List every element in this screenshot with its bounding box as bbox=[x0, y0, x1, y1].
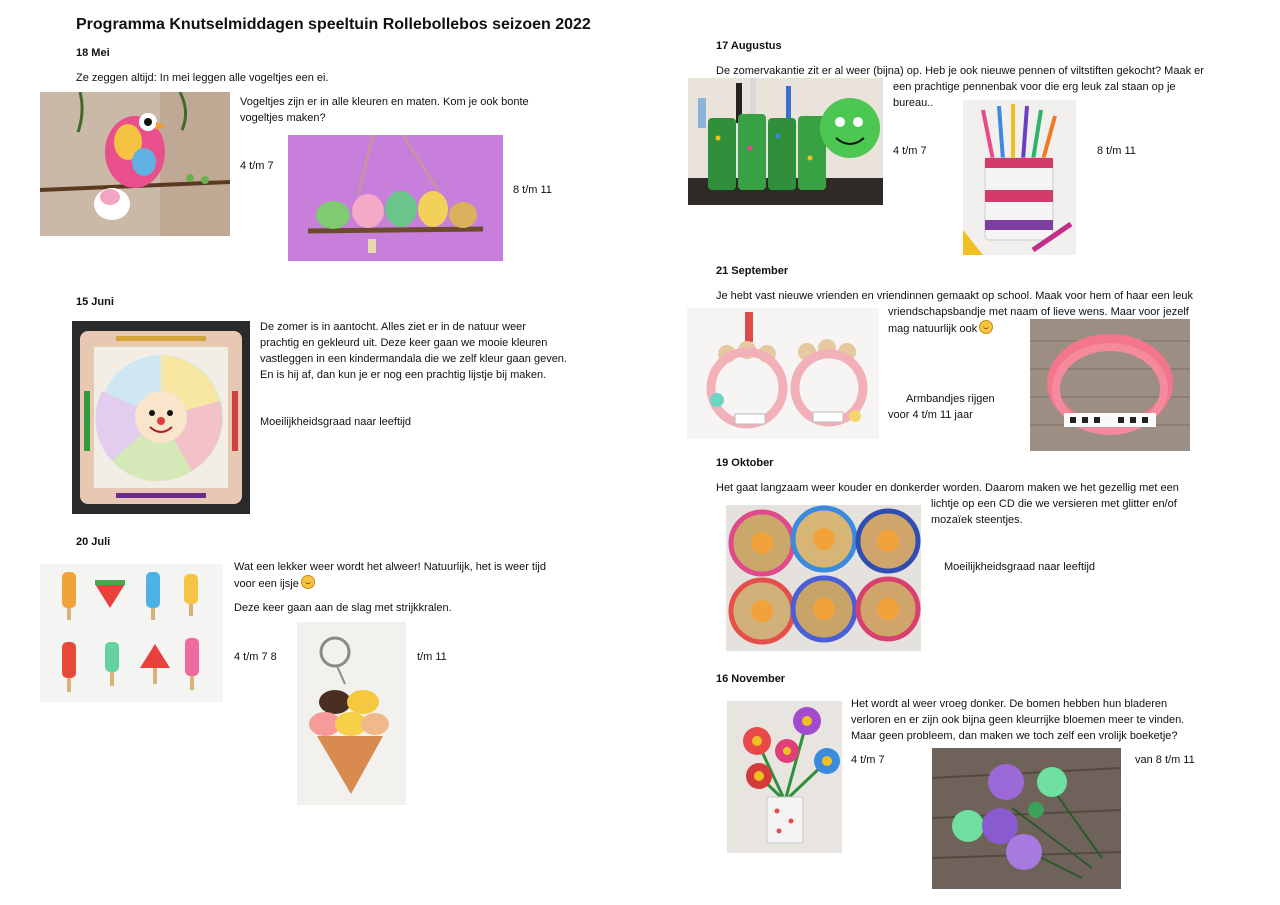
mei-text-line-1: Vogeltjes zijn er in alle kleuren en maten. Kom je ook bonte bbox=[240, 96, 529, 108]
juli-text-line-2: voor een ijsje bbox=[234, 578, 299, 590]
november-text-line-3: Maar geen probleem, dan maken we toch zelf een vrolijk boeketje? bbox=[851, 730, 1178, 742]
november-text-line-1: Het wordt al weer vroeg donker. De bomen hebben hun bladeren bbox=[851, 698, 1168, 710]
juli-text-line-2-wrap bbox=[234, 575, 315, 592]
oktober-text-line-2: lichtje op een CD die we versieren met glitter en/of bbox=[931, 498, 1177, 510]
date-september: 21 September bbox=[716, 265, 789, 277]
juni-difficulty: Moeilijkheidsgraad naar leeftijd bbox=[260, 416, 412, 428]
photo-birds-on-branch bbox=[288, 135, 503, 261]
photo-ice-cream-keychain bbox=[297, 622, 406, 805]
smiley-emoji-icon bbox=[979, 320, 993, 334]
juli-text-line-1: Wat een lekker weer wordt het alweer! Natuurlijk, het is weer tijd bbox=[234, 561, 546, 573]
oktober-text-line-1: Het gaat langzaam weer kouder en donkerder worden. Daarom maken we het gezellig met een bbox=[716, 482, 1179, 494]
augustus-text-line-3: bureau.. bbox=[893, 97, 934, 109]
mei-age-young: 4 t/m 7 bbox=[240, 160, 274, 172]
juli-text-line-3: Deze keer gaan aan de slag met strijkkralen. bbox=[234, 602, 452, 614]
oktober-difficulty: Moeilijkheidsgraad naar leeftijd bbox=[944, 561, 1096, 573]
oktober-text-line-3: mozaïek steentjes. bbox=[931, 514, 1023, 526]
september-text-line-3: mag natuurlijk ook bbox=[888, 323, 978, 335]
photo-pencil-holder-caterpillar bbox=[688, 78, 883, 205]
photo-tissue-flowers bbox=[932, 748, 1121, 889]
photo-paper-flower-vase bbox=[727, 701, 842, 853]
photo-cd-tealights bbox=[726, 505, 921, 651]
date-juli: 20 Juli bbox=[76, 536, 111, 548]
photo-name-bracelets bbox=[687, 308, 879, 439]
november-age-older: van 8 t/m 11 bbox=[1135, 754, 1195, 766]
juli-age-older: t/m 11 bbox=[417, 651, 447, 663]
november-text-line-2: verloren en er zijn ook bijna geen kleurrijke bloemen meer te vinden. bbox=[851, 714, 1185, 726]
augustus-text-line-1: De zomervakantie zit er al weer (bijna) op. Heb je ook nieuwe pennen of viltstiften gekocht? Maak er bbox=[716, 65, 1204, 77]
augustus-text-line-2: een prachtige pennenbak voor die erg leuk zal staan op je bbox=[893, 81, 1176, 93]
augustus-age-young: 4 t/m 7 bbox=[893, 145, 927, 157]
photo-best-friends-bracelet bbox=[1030, 319, 1190, 451]
date-oktober: 19 Oktober bbox=[716, 457, 774, 469]
smiley-emoji-icon bbox=[301, 575, 315, 589]
juni-text-line-4: En is hij af, dan kun je er nog een prachtig lijstje bij maken. bbox=[260, 369, 547, 381]
date-mei: 18 Mei bbox=[76, 47, 110, 59]
september-activity: Armbandjes rijgen bbox=[906, 393, 995, 405]
photo-pen-cup bbox=[963, 100, 1076, 255]
mei-text-line-2: vogeltjes maken? bbox=[240, 112, 326, 124]
mei-age-older: 8 t/m 11 bbox=[513, 184, 552, 196]
photo-bead-popsicles bbox=[40, 564, 223, 702]
juni-text-line-3: vastleggen in een kindermandala die we zelf kleur gaan geven. bbox=[260, 353, 567, 365]
juni-text-line-1: De zomer is in aantocht. Alles ziet er in de natuur weer bbox=[260, 321, 526, 333]
november-age-young: 4 t/m 7 bbox=[851, 754, 885, 766]
mei-intro: Ze zeggen altijd: In mei leggen alle vogeltjes een ei. bbox=[76, 72, 329, 84]
date-november: 16 November bbox=[716, 673, 786, 685]
juli-age-young: 4 t/m 7 8 bbox=[234, 651, 277, 663]
september-age: voor 4 t/m 11 jaar bbox=[888, 409, 973, 421]
september-text-line-2: vriendschapsbandje met naam of lieve wens. Maar voor jezelf bbox=[888, 306, 1189, 318]
september-text-line-1: Je hebt vast nieuwe vrienden en vriendinnen gemaakt op school. Maak voor hem of haar een leuk bbox=[716, 290, 1193, 302]
juni-text-line-2: prachtig en gekleurd uit. Deze keer gaan we mooie kleuren bbox=[260, 337, 548, 349]
augustus-age-older: 8 t/m 11 bbox=[1097, 145, 1136, 157]
date-augustus: 17 Augustus bbox=[716, 40, 782, 52]
photo-paper-bird bbox=[40, 92, 230, 236]
page-title: Programma Knutselmiddagen speeltuin Rollebollebos seizoen 2022 bbox=[76, 16, 591, 33]
photo-mandala-frame bbox=[72, 321, 250, 514]
september-text-line-3-wrap bbox=[888, 320, 993, 337]
date-juni: 15 Juni bbox=[76, 296, 114, 308]
